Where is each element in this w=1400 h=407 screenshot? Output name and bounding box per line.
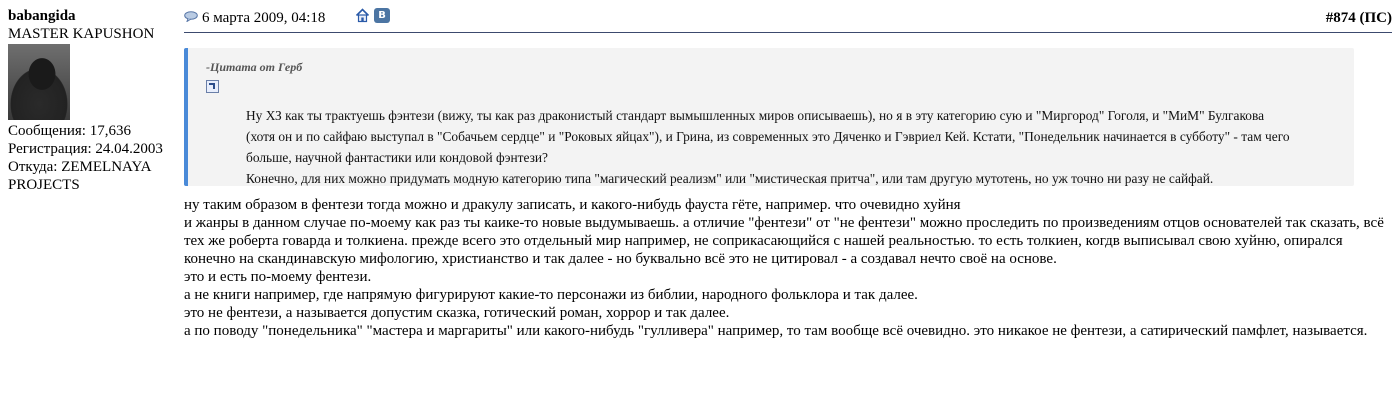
message-line: ну таким образом в фентези тогда можно и дракулу записать, и какого-нибудь фауста гёте, например. что очевидно хуйня xyxy=(184,197,961,213)
post-number: #874 (ПС) xyxy=(1325,10,1392,26)
user-post-count: Сообщения: 17,636 xyxy=(8,123,131,139)
quote-line: больше, научной фантастики или кондовой фэнтези? xyxy=(246,150,548,165)
post-message xyxy=(184,196,1392,340)
quote-author: -Цитата от Герб xyxy=(206,60,303,74)
quote-block xyxy=(184,48,1354,186)
username-link[interactable]: babangida xyxy=(8,8,76,24)
message-line: это не фентези, а называется допустим сказка, готический роман, хоррор и так далее. xyxy=(184,305,730,321)
post-number-link[interactable]: #874 xyxy=(1325,10,1356,26)
quote-line: (хотя он и по сайфаю выступал в "Собачьем сердце" и "Роковых яйцах"), и Грина, из современных это Дяченко и Гэвриел Кей. Кстати, "Понедельник начинается в субботу" - там чего xyxy=(246,129,1290,144)
post-date: 6 марта 2009, 04:18 xyxy=(202,10,326,26)
user-info-panel xyxy=(8,7,178,194)
home-icon[interactable] xyxy=(355,8,370,23)
message-line: это и есть по-моему фентези. xyxy=(184,269,372,285)
message-line: и жанры в данном случае по-моему как раз ты каике-то новые выдумываешь. а отличие "фентези" от "не фентези" можно проследить по произведениям отцов основателей так сказать, всё тех же роберта говарда и толкиена. прежде всего это отдельный мир например, не соприкасающийся с нашей реальностью. то есть толкиен, когдв выписывал свою хуйню, опирался конечно на скандинавскую мифологию, христианство и так далее - но буквально всё это не цитировал - а создавал нечто своё на основе. xyxy=(184,215,1384,267)
ps-link[interactable]: ПС xyxy=(1364,10,1387,26)
quote-body xyxy=(246,105,1334,189)
post-icon xyxy=(184,11,198,22)
view-post-link-icon[interactable] xyxy=(206,80,219,93)
user-registration-date: Регистрация: 24.04.2003 xyxy=(8,141,163,157)
post-header xyxy=(184,0,1392,33)
post-content-area xyxy=(184,0,1392,340)
avatar xyxy=(8,44,70,120)
vk-share-icon[interactable]: В xyxy=(374,8,390,23)
message-line: а по поводу "понедельника" "мастера и маргариты" или какого-нибудь "гулливера" например, то там вообще всё очевидно. это никакое не фентези, а сатирический памфлет, называется. xyxy=(184,323,1368,339)
quote-line: Ну ХЗ как ты трактуешь фэнтези (вижу, ты как раз драконистый стандарт вымышленных миров описываешь), но я в эту категорию сую и "Миргород" Гоголя, и "МиМ" Булгакова xyxy=(246,108,1265,123)
quote-line: Конечно, для них можно придумать модную категорию типа "магический реализм" или "мистическая притча", или там другую мутотень, но уж точно ни разу не сайфай. xyxy=(246,171,1214,186)
user-location-continued: PROJECTS xyxy=(8,177,80,193)
message-line: а не книги например, где напрямую фигурируют какие-то персонажи из библии, народного фольклора и так далее. xyxy=(184,287,918,303)
user-title: MASTER KAPUSHON xyxy=(8,26,155,42)
user-location: Откуда: ZEMELNAYA xyxy=(8,159,152,175)
